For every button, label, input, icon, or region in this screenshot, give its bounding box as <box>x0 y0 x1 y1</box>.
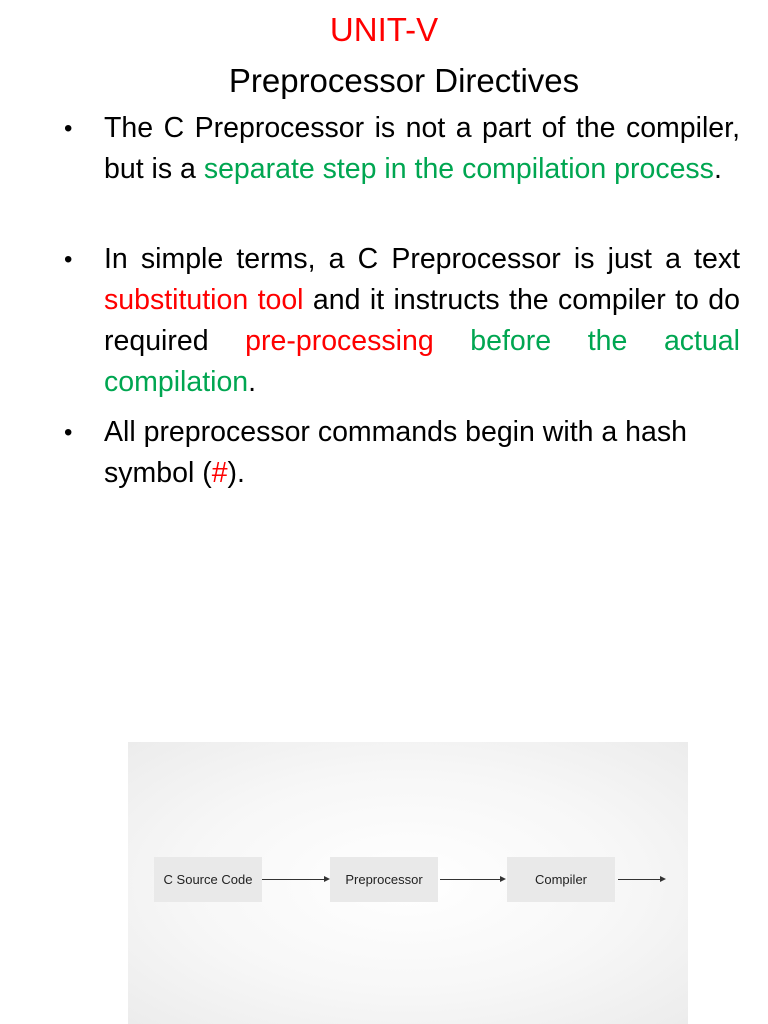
bullet-marker: • <box>64 115 73 142</box>
unit-heading: UNIT-V <box>329 11 439 48</box>
highlight-green: before the actual compilation <box>104 325 740 398</box>
text-segment: The C Preprocessor is not a part of the compiler, but is a <box>104 112 740 185</box>
highlight-green: separate step in the compilation process <box>203 153 714 185</box>
text-segment: In simple terms, a C Preprocessor is just a text <box>104 243 740 275</box>
text-segment: . <box>713 153 722 185</box>
highlight-red: substitution tool <box>104 284 304 316</box>
arrow-right-icon <box>618 879 664 880</box>
highlight-red: # <box>211 457 228 489</box>
text-segment: ). <box>227 457 245 489</box>
highlight-red: pre-processing <box>245 325 434 357</box>
text-segment: and it instructs the compiler to do required <box>104 284 741 357</box>
bullet-text <box>104 239 740 403</box>
bullet-marker: • <box>64 246 73 273</box>
bullet-list <box>0 108 768 494</box>
preprocessor-box: Preprocessor <box>330 857 438 902</box>
compiler-box: Compiler <box>507 857 615 902</box>
bullet-marker: • <box>64 419 73 446</box>
page-title: Preprocessor Directives <box>228 62 580 99</box>
bullet-text <box>104 412 740 494</box>
text-segment <box>434 325 471 357</box>
bullet-text <box>104 108 740 190</box>
text-segment: . <box>248 366 257 398</box>
source-code-box: C Source Code <box>154 857 262 902</box>
compilation-flow-diagram <box>128 742 688 1024</box>
bullet-item-substitution-tool <box>0 239 768 403</box>
text-segment: All preprocessor commands begin with a hash symbol ( <box>104 416 687 489</box>
arrow-right-icon <box>262 879 328 880</box>
bullet-item-hash-symbol <box>0 412 768 494</box>
bullet-item-preprocessor-definition <box>0 108 768 231</box>
arrow-right-icon <box>440 879 504 880</box>
